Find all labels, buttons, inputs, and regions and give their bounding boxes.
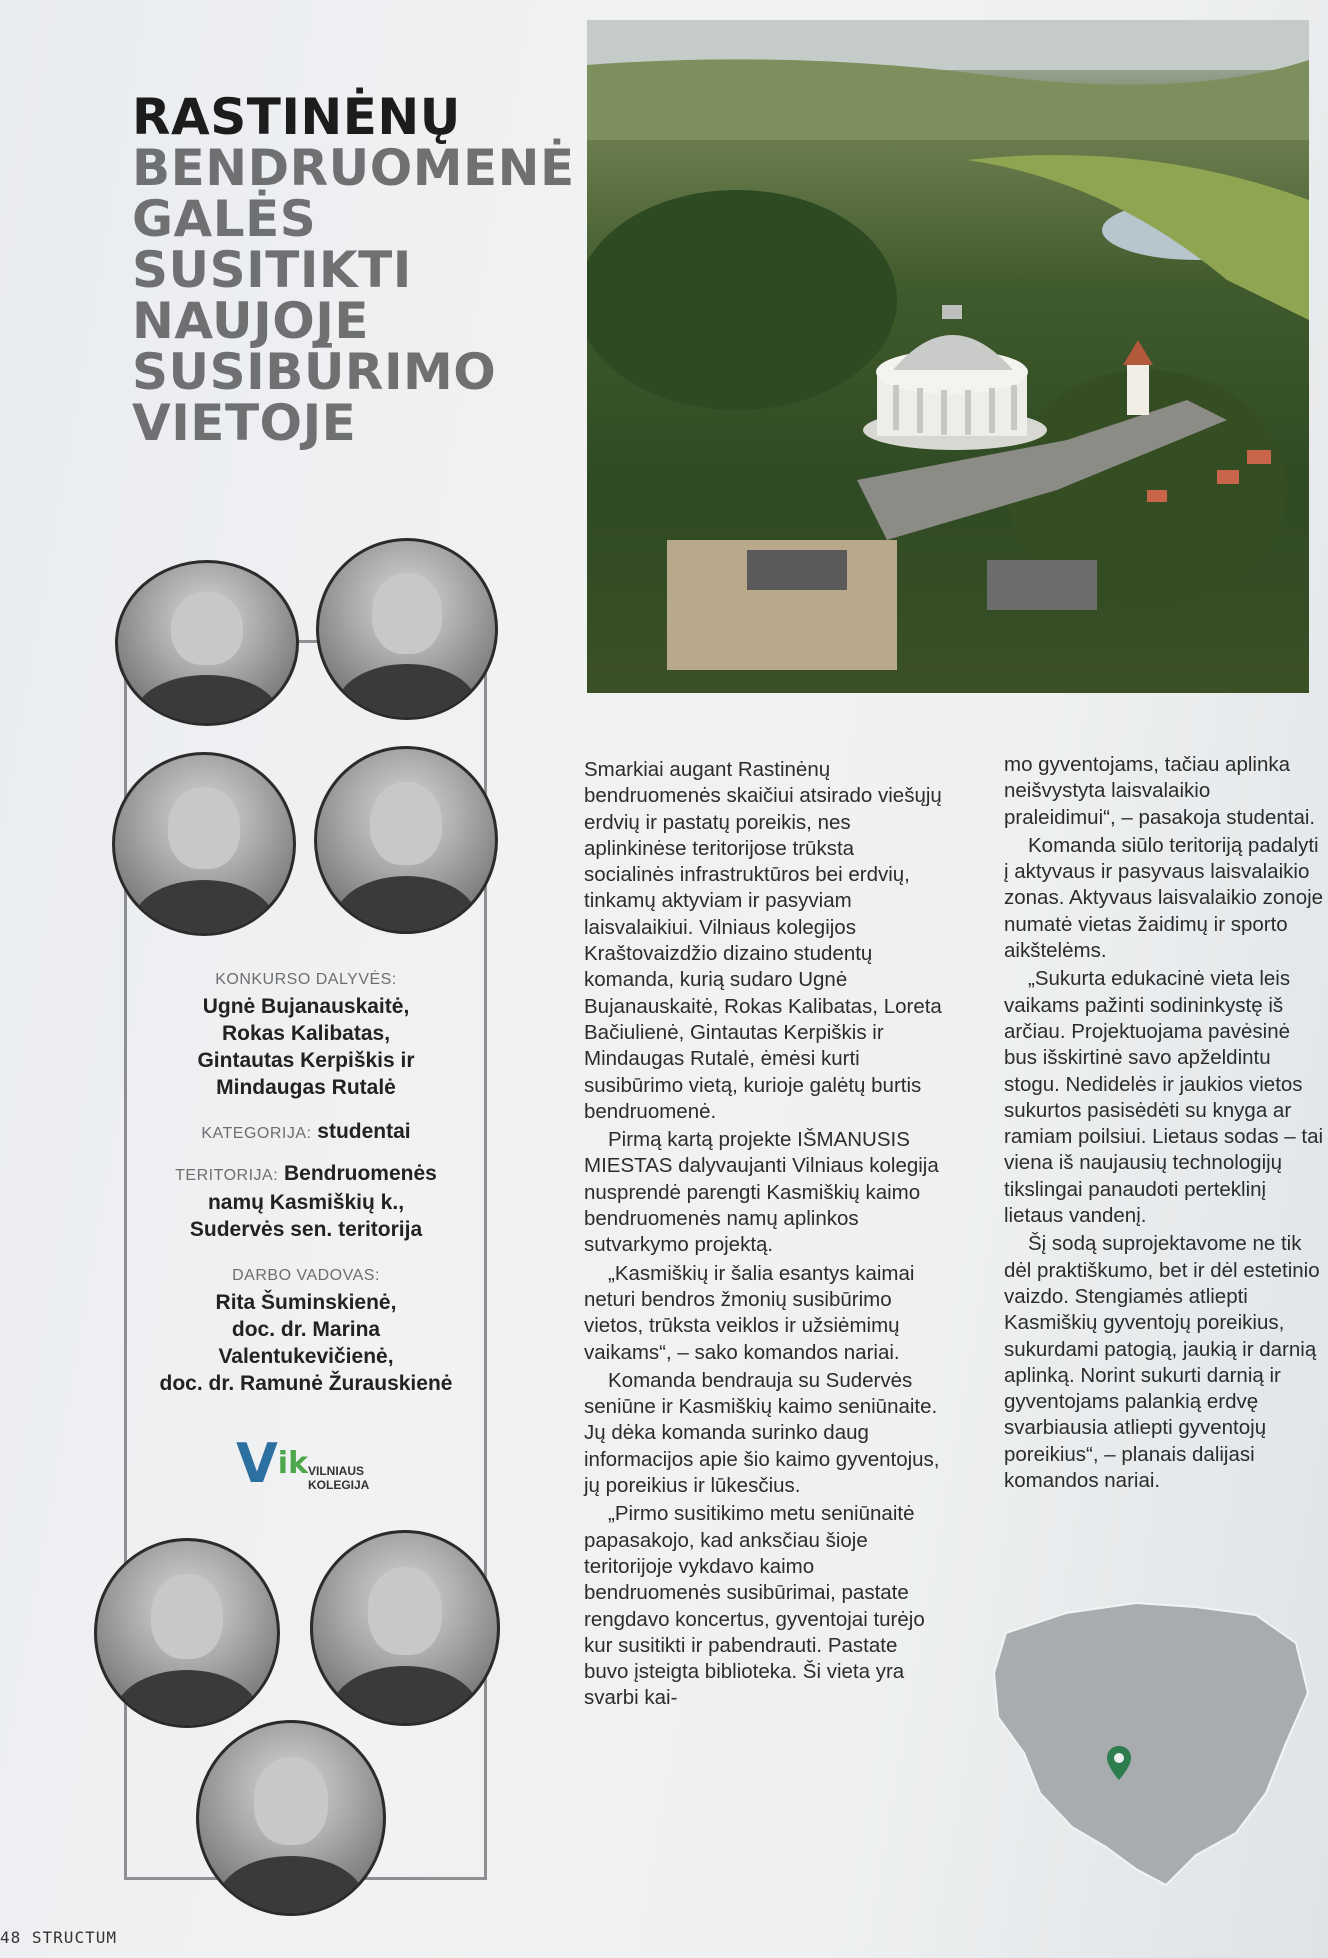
category-label: KATEGORIJA: [201,1125,312,1142]
article-column-2 [1004,752,1324,1496]
supervisor-name: doc. dr. Ramunė Žurauskienė [159,1372,453,1395]
participant-name: Mindaugas Rutalė [216,1076,396,1099]
portrait-participant-2 [316,538,498,720]
category-value: studentai [317,1120,411,1143]
article-paragraph: Šį sodą suprojektavome ne tik dėl praktiškumo, bet ir dėl estetinio vaizdo. Stengiamės atliepti Kasmiškių gyventojų poreikius, sukurdami patogią, jaukią ir darnią aplinką. Norint sukurti darnią ir gyventojams palankią erdvę svarbiausia atliepti gyventojų poreikius“, – planais dalijasi komandos nariai. [1004,1232,1320,1493]
article-paragraph: „Sukurta edukacinė vieta leis vaikams pažinti sodininkystę iš arčiau. Projektuojama pavėsinė bus išskirtinė savo apželdintu stogu. Nedidelės ir jaukios vietos sukurtos pasisėdėti su knyga ar ramiam poilsiui. Lietaus sodas – tai viena iš naujausių technologijų tikslingai panaudoti perteklinį lietaus vandenį. [1004,967,1324,1228]
lithuania-map-shape [986,1593,1316,1893]
headline-line-5: NAUJOJE [132,292,369,350]
headline-line-4: SUSITIKTI [132,241,412,299]
article-paragraph: „Kasmiškių ir šalia esantys kaimai neturi bendros žmonių susibūrimo vietos, trūksta veiklos ir užsiėmimų vaikams“, – sako komandos nariai. [584,1261,915,1364]
article-paragraph: Komanda bendrauja su Sudervės seniūne ir Kasmiškių kaimo seniūnaite. Jų dėka komanda surinko daug informacijos apie šio kaimo gyventojus, jų poreikius ir lūkesčius. [584,1368,940,1498]
page-footer [0,1928,117,1947]
participant-name: Gintautas Kerpiškis ir [197,1049,415,1072]
portrait-supervisor-2 [310,1530,500,1726]
portrait-participant-3 [112,752,296,936]
magazine-name: STRUCTUM [31,1928,117,1947]
credits-territory [136,1160,476,1243]
page-number: 48 [0,1928,22,1947]
supervisor-name: doc. dr. Marina [231,1318,381,1341]
article-paragraph: mo gyventojams, tačiau aplinka neišvystyta laisvalaikio praleidimui“, – pasakoja studentai. [1004,753,1316,829]
headline-line-1: RASTINĖNŲ [132,88,461,146]
portrait-supervisor-3 [196,1720,386,1916]
article-headline [132,88,575,452]
territory-label: TERITORIJA: [175,1167,279,1184]
lithuania-map [986,1593,1316,1893]
article-paragraph: Pirmą kartą projekte IŠMANUSIS MIESTAS dalyvaujanti Vilniaus kolegija nusprendė parengti Kasmiškių kaimo bendruomenės namų aplinkos sutvarkymo projektą. [584,1128,939,1257]
territory-value-1: Bendruomenės [283,1162,437,1185]
participants-label: KONKURSO DALYVĖS: [215,971,397,988]
territory-value-3: Sudervės sen. teritorija [189,1218,423,1241]
article-column-1 [584,757,944,1714]
credits-supervisors [136,1262,476,1397]
logo-mark: $V^{ik}$ [236,1432,309,1495]
headline-line-6: SUSIBŪRIMO [132,343,497,401]
aerial-photo-illustration [587,20,1309,693]
article-paragraph: Smarkiai augant Rastinėnų bendruomenės skaičiui atsirado viešųjų erdvių ir pastatų poreikis, nes aplinkinėse teritorijose trūksta socialinės infrastruktūros bei erdvių, tinkamų aktyviam ir pasyviam laisvalaikiui. Vilniaus kolegijos Kraštovaizdžio dizaino studentų komanda, kurią sudaro Ugnė Bujanauskaitė, Rokas Kalibatas, Loreta Bačiulienė, Gintautas Kerpiškis ir Mindaugas Rutalė, ėmėsi kurti susibūrimo vietą, kurioje galėtų burtis bendruomenė. [584,758,942,1123]
portrait-participant-4 [314,746,498,934]
article-paragraph: Komanda siūlo teritoriją padalyti į aktyvaus ir pasyvaus laisvalaikio zonas. Aktyvaus laisvalaikio zonoje numatė vietas žaidimų ir sporto aikštelėms. [1004,833,1324,963]
participant-name: Ugnė Bujanauskaitė, [202,995,410,1018]
supervisor-name: Valentukevičienė, [218,1345,394,1368]
participant-name: Rokas Kalibatas, [221,1022,391,1045]
aerial-photo-rastinenai [587,20,1309,693]
territory-value-2: namų Kasmiškių k., [207,1191,405,1214]
portrait-participant-1 [115,560,299,726]
credits-category [136,1118,476,1147]
headline-line-7: VIETOJE [132,394,357,452]
vilniaus-kolegija-logo [236,1434,376,1508]
portrait-supervisor-1 [94,1538,280,1728]
credits-participants [136,966,476,1101]
supervisors-label: DARBO VADOVAS: [232,1267,380,1284]
logo-text: VILNIAUS KOLEGIJA [308,1464,370,1492]
headline-line-3: GALĖS [132,190,317,248]
article-paragraph: „Pirmo susitikimo metu seniūnaitė papasakojo, kad anksčiau šioje teritorijoje vykdavo kaimo bendruomenės susibūrimai, pastate rengdavo koncertus, gyventojai turėjo kur susitikti ir pabendrauti. Pastate buvo įsteigta biblioteka. Ši vieta yra svarbi kai- [584,1502,925,1710]
headline-line-2: BENDRUOMENĖ [132,139,575,197]
location-pin-icon [1106,1745,1132,1781]
supervisor-name: Rita Šuminskienė, [215,1291,397,1314]
